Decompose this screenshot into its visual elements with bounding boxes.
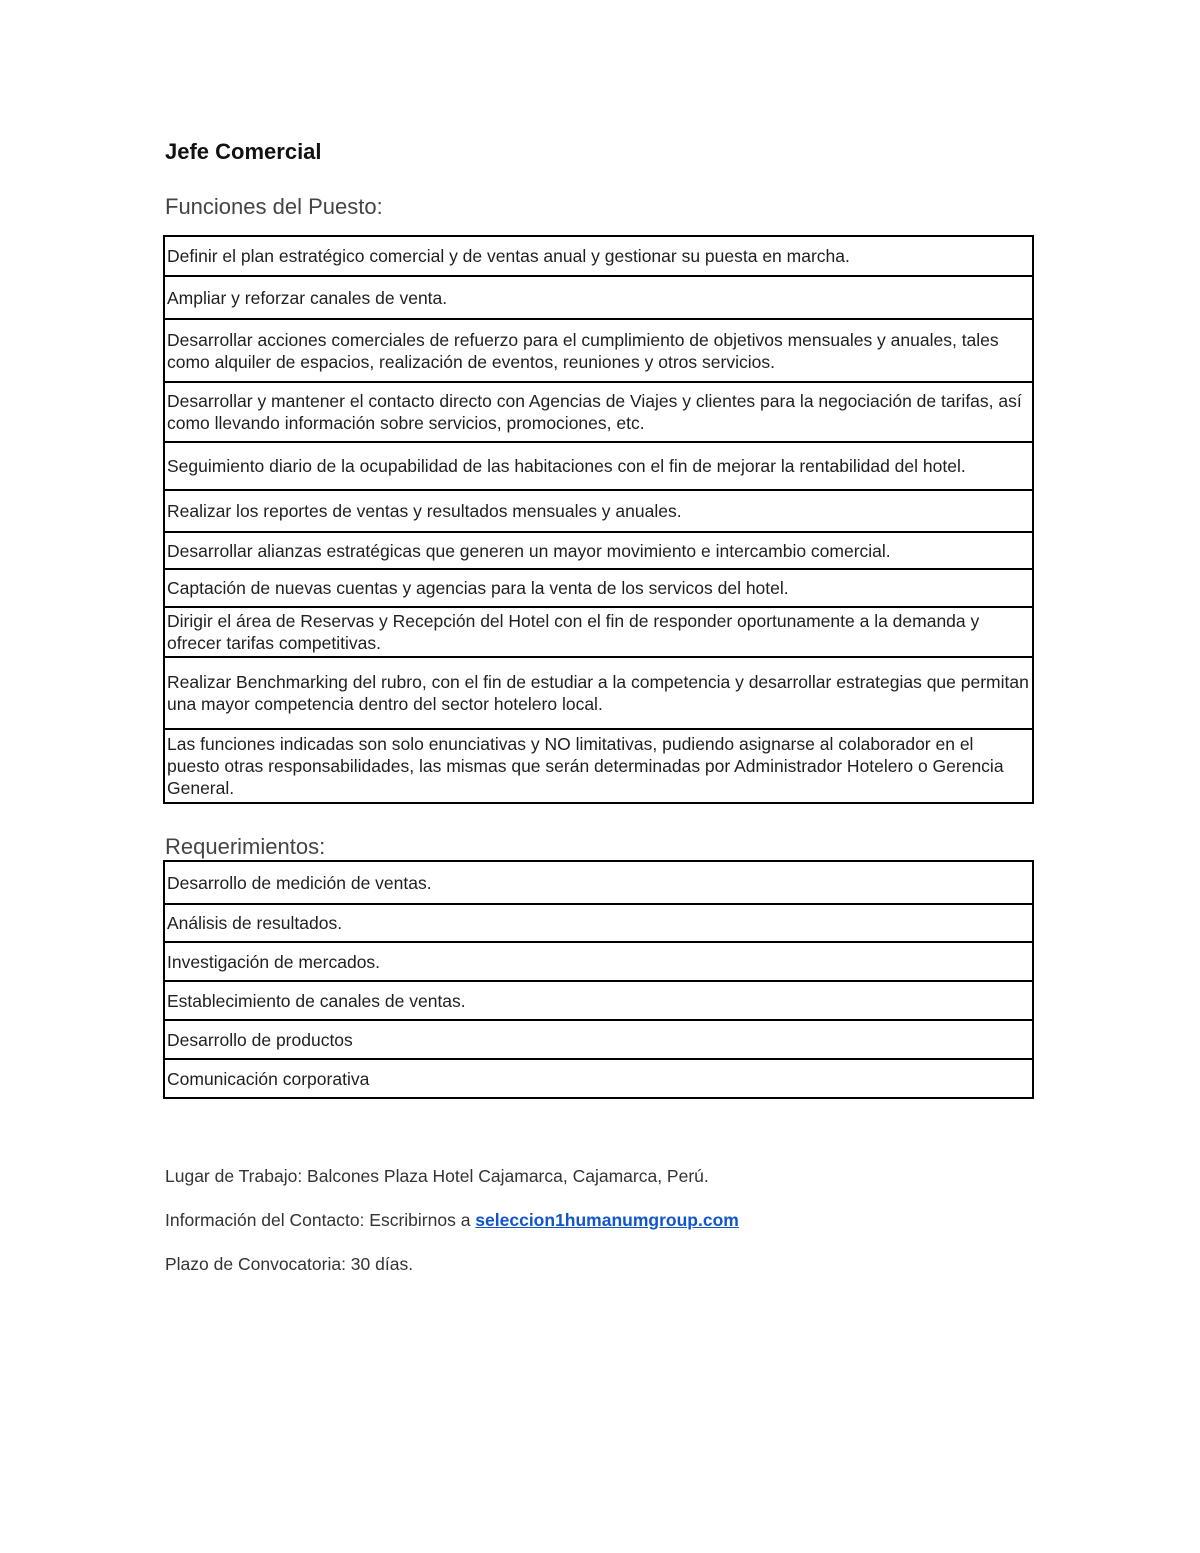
table-cell: Análisis de resultados. — [164, 904, 1033, 942]
table-cell: Seguimiento diario de la ocupabilidad de las habitaciones con el fin de mejorar la rentabilidad del hotel. — [164, 442, 1033, 490]
table-row — [164, 981, 1033, 1020]
table-cell: Investigación de mercados. — [164, 942, 1033, 981]
table-row — [164, 942, 1033, 981]
table-row — [164, 1059, 1033, 1098]
document-page — [165, 138, 1036, 1275]
table-cell: Desarrollo de productos — [164, 1020, 1033, 1059]
table-row — [164, 382, 1033, 442]
table-cell: Desarrollar alianzas estratégicas que generen un mayor movimiento e intercambio comercial. — [164, 532, 1033, 569]
table-cell: Ampliar y reforzar canales de venta. — [164, 276, 1033, 319]
requirements-table — [163, 860, 1034, 1099]
table-cell: Comunicación corporativa — [164, 1059, 1033, 1098]
table-cell: Realizar Benchmarking del rubro, con el fin de estudiar a la competencia y desarrollar estrategias que permitan una mayor competencia dentro del sector hotelero local. — [164, 657, 1033, 729]
table-row — [164, 904, 1033, 942]
table-row — [164, 319, 1033, 382]
deadline-text: Plazo de Convocatoria: 30 días. — [165, 1254, 414, 1274]
table-cell: Desarrollar y mantener el contacto directo con Agencias de Viajes y clientes para la negociación de tarifas, así como llevando información sobre servicios, promociones, etc. — [164, 382, 1033, 442]
table-row — [164, 607, 1033, 657]
table-row — [164, 442, 1033, 490]
table-row — [164, 532, 1033, 569]
table-row — [164, 729, 1033, 803]
table-cell: Las funciones indicadas son solo enunciativas y NO limitativas, pudiendo asignarse al colaborador en el puesto otras responsabilidades, las mismas que serán determinadas por Administrador Hotelero o Gerencia General. — [164, 729, 1033, 803]
contact-info — [165, 1209, 1036, 1231]
contact-prefix: Información del Contacto: Escribirnos a — [165, 1210, 476, 1230]
table-cell: Desarrollo de medición de ventas. — [164, 861, 1033, 904]
table-row — [164, 657, 1033, 729]
table-cell: Dirigir el área de Reservas y Recepción del Hotel con el fin de responder oportunamente a la demanda y ofrecer tarifas competitivas. — [164, 607, 1033, 657]
functions-heading: Funciones del Puesto: — [165, 194, 383, 219]
table-row — [164, 490, 1033, 532]
page-title: Jefe Comercial — [165, 139, 322, 164]
table-row — [164, 276, 1033, 319]
table-cell: Captación de nuevas cuentas y agencias para la venta de los servicos del hotel. — [164, 569, 1033, 607]
table-cell: Desarrollar acciones comerciales de refuerzo para el cumplimiento de objetivos mensuales y anuales, tales como alquiler de espacios, realización de eventos, reuniones y otros servicios. — [164, 319, 1033, 382]
workplace-text: Lugar de Trabajo: Balcones Plaza Hotel Cajamarca, Cajamarca, Perú. — [165, 1166, 709, 1186]
requirements-heading: Requerimientos: — [165, 834, 326, 859]
table-cell: Definir el plan estratégico comercial y de ventas anual y gestionar su puesta en marcha. — [164, 236, 1033, 276]
table-row — [164, 236, 1033, 276]
table-row — [164, 861, 1033, 904]
table-row — [164, 1020, 1033, 1059]
table-cell: Realizar los reportes de ventas y resultados mensuales y anuales. — [164, 490, 1033, 532]
contact-link[interactable]: seleccion1humanumgroup.com — [475, 1210, 739, 1230]
table-cell: Establecimiento de canales de ventas. — [164, 981, 1033, 1020]
functions-table — [163, 235, 1034, 804]
table-row — [164, 569, 1033, 607]
